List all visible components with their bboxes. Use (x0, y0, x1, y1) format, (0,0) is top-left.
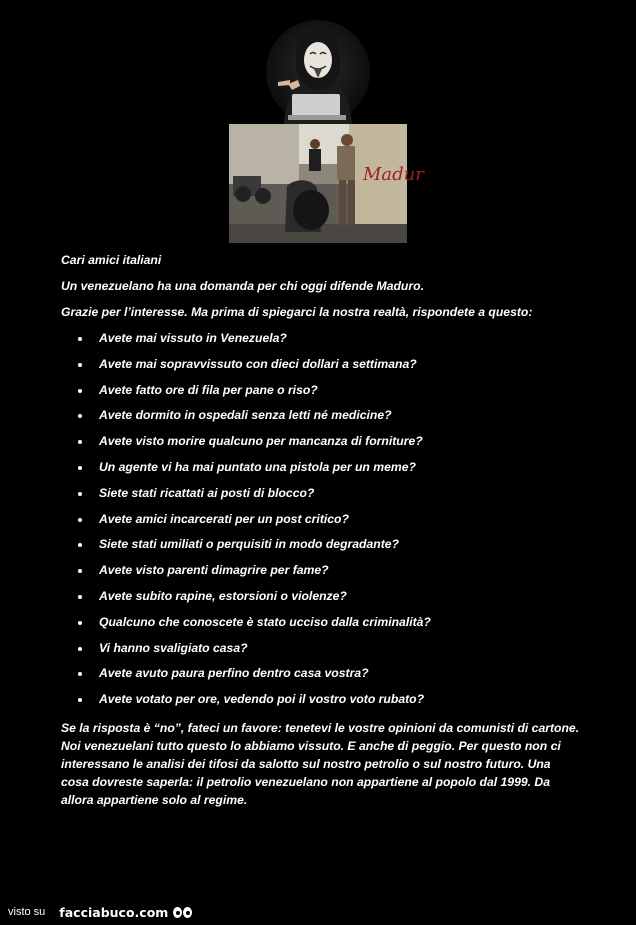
list-item (61, 485, 581, 511)
list-item (61, 330, 581, 356)
list-item-text: Avete subito rapine, estorsioni o violenze? (99, 588, 347, 603)
list-item-text: Qualcuno che conoscete è stato ucciso dalla criminalità? (99, 614, 431, 629)
right-eye-icon (183, 907, 192, 918)
greeting: Cari amici italiani (61, 253, 162, 267)
bullet-icon (78, 621, 82, 625)
list-item-text: Avete visto morire qualcuno per mancanza di forniture? (99, 434, 423, 449)
list-item (61, 459, 581, 485)
bullet-icon (78, 440, 82, 444)
bullet-icon (78, 672, 82, 676)
facciabuco-logo-text[interactable]: facciabuco.com (59, 904, 169, 920)
list-item (61, 356, 581, 382)
list-item-text: Avete fatto ore di fila per pane o riso? (99, 382, 318, 397)
list-item (61, 691, 581, 717)
closing-paragraph: Se la risposta è “no”, fateci un favore: tenetevi le vostre opinioni da comunisti di cartone. Noi venezuelani tutto questo lo abbiamo vissuto. E anche di peggio. Per questo non ci interessano le analisi dei tifosi da salotto sul nostro petrolio o sul nostro futuro. Una cosa dovreste saperla: il petrolio venezuelano non appartiene al popolo dal 1999. Da allora appartiene solo al regime. (61, 720, 580, 807)
list-item-text: Un agente vi ha mai puntato una pistola per un meme? (99, 459, 416, 474)
list-item-text: Vi hanno svaligiato casa? (99, 640, 248, 655)
bullet-icon (78, 518, 82, 522)
venezuela-street-photo (229, 124, 424, 243)
list-item (61, 562, 581, 588)
watermark-footer (8, 902, 193, 922)
bullet-icon (78, 543, 82, 547)
list-item-text: Avete amici incarcerati per un post critico? (99, 511, 349, 526)
list-item (61, 433, 581, 459)
list-item (61, 382, 581, 408)
bullet-icon (78, 698, 82, 702)
list-item (61, 536, 581, 562)
list-item-text: Avete avuto paura perfino dentro casa vostra? (99, 666, 369, 681)
bullet-icon (78, 647, 82, 651)
bullet-icon (78, 337, 82, 341)
headline-question: Un venezuelano ha una domanda per chi oggi difende Maduro. (61, 279, 424, 293)
list-item (61, 588, 581, 614)
list-item-text: Avete mai vissuto in Venezuela? (99, 331, 287, 345)
list-item-text: Avete votato per ore, vedendo poi il vostro voto rubato? (99, 692, 425, 707)
list-item (61, 665, 581, 691)
list-item-text: Siete stati umiliati o perquisiti in modo degradante? (99, 537, 399, 552)
bullet-icon (78, 466, 82, 470)
list-item-text: Avete dormito in ospedali senza letti né medicine? (99, 408, 392, 423)
hacker-illustration (266, 20, 370, 124)
left-eye-icon (173, 907, 182, 918)
question-list (61, 330, 581, 717)
bullet-icon (78, 389, 82, 393)
visto-su-label: visto su (8, 906, 46, 918)
bullet-icon (78, 363, 82, 367)
street-scene-illustration (229, 124, 424, 243)
bullet-icon (78, 414, 82, 418)
bullet-icon (78, 595, 82, 599)
list-item (61, 614, 581, 640)
anonymous-hacker-avatar (266, 20, 370, 124)
list-item-text: Siete stati ricattati ai posti di blocco? (99, 485, 315, 500)
list-item-text: Avete mai sopravvissuto con dieci dollari a settimana? (99, 356, 417, 371)
list-item (61, 407, 581, 433)
wall-graffiti: Madur (363, 164, 424, 185)
list-item (61, 640, 581, 666)
eyes-logo-icon (173, 907, 193, 918)
bullet-icon (78, 569, 82, 573)
list-item-text: Avete visto parenti dimagrire per fame? (99, 563, 329, 578)
list-item (61, 511, 581, 537)
intro-paragraph: Grazie per l’interesse. Ma prima di spiegarci la nostra realtà, rispondete a questo: (61, 305, 533, 319)
bullet-icon (78, 492, 82, 496)
post-body (61, 252, 581, 809)
